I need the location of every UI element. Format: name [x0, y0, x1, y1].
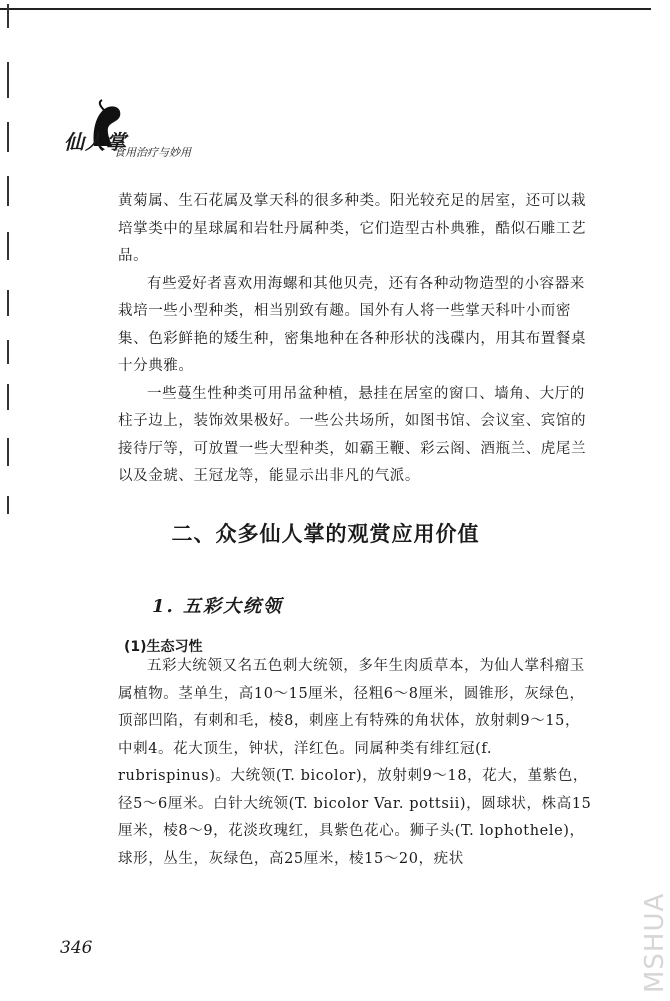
section-title: 二、众多仙人掌的观赏应用价值: [171, 522, 480, 546]
logo-subtitle: 食用治疗与妙用: [114, 146, 191, 159]
body-text-upper: [118, 188, 594, 491]
book-logo: [56, 104, 256, 164]
watermark: [594, 880, 670, 1000]
sub-sub-heading: (1)生态习性: [124, 639, 203, 655]
paragraph: 五彩大统领又名五色刺大统领，多年生肉质草本，为仙人掌科瘤玉属植物。茎单生，高10～15厘米，径粗6～8厘米，圆锥形，灰绿色，顶部凹陷，有刺和毛，棱8，刺座上有特殊的角状体，放射刺9～15，中刺4。花大顶生，钟状，洋红色。同属种类有绯红冠(f. rubrispinus)。大统领(T. bicolor)，放射刺9～18，花大，堇紫色，径5～6厘米。白针大统领(T. bicolor Var. pottsii)，圆球状，株高15厘米，棱8～9，花淡玫瑰红，具紫色花心。狮子头(T. lophothele)，球形，丛生，灰绿色，高25厘米，棱15～20，疣状: [118, 658, 592, 867]
top-rule: [0, 8, 651, 10]
watermark-text: MSHUA: [640, 892, 670, 993]
body-text-lower: [118, 653, 594, 873]
logo-title: 仙人掌: [64, 130, 127, 154]
paragraph: 黄菊属、生石花属及掌天科的很多种类。阳光较充足的居室，还可以栽培掌类中的星球属和岩牡丹属种类，它们造型古朴典雅，酷似石雕工艺品。: [118, 193, 587, 264]
left-margin-marks: [7, 0, 10, 1001]
sub-heading: 1. 五彩大统领: [152, 596, 284, 617]
page-number: 346: [60, 938, 93, 958]
paragraph: 有些爱好者喜欢用海螺和其他贝壳，还有各种动物造型的小容器来栽培一些小型种类，相当别致有趣。国外有人将一些掌天科叶小而密集、色彩鲜艳的矮生种，密集地种在各种形状的浅碟内，用其布置餐桌十分典雅。: [118, 275, 587, 374]
paragraph: 一些蔓生性种类可用吊盆种植，悬挂在居室的窗口、墙角、大厅的柱子边上，装饰效果极好。一些公共场所，如图书馆、会议室、宾馆的接待厅等，可放置一些大型种类，如霸王鞭、彩云阁、酒瓶兰、虎尾兰以及金琥、王冠龙等，能显示出非凡的气派。: [118, 385, 587, 484]
